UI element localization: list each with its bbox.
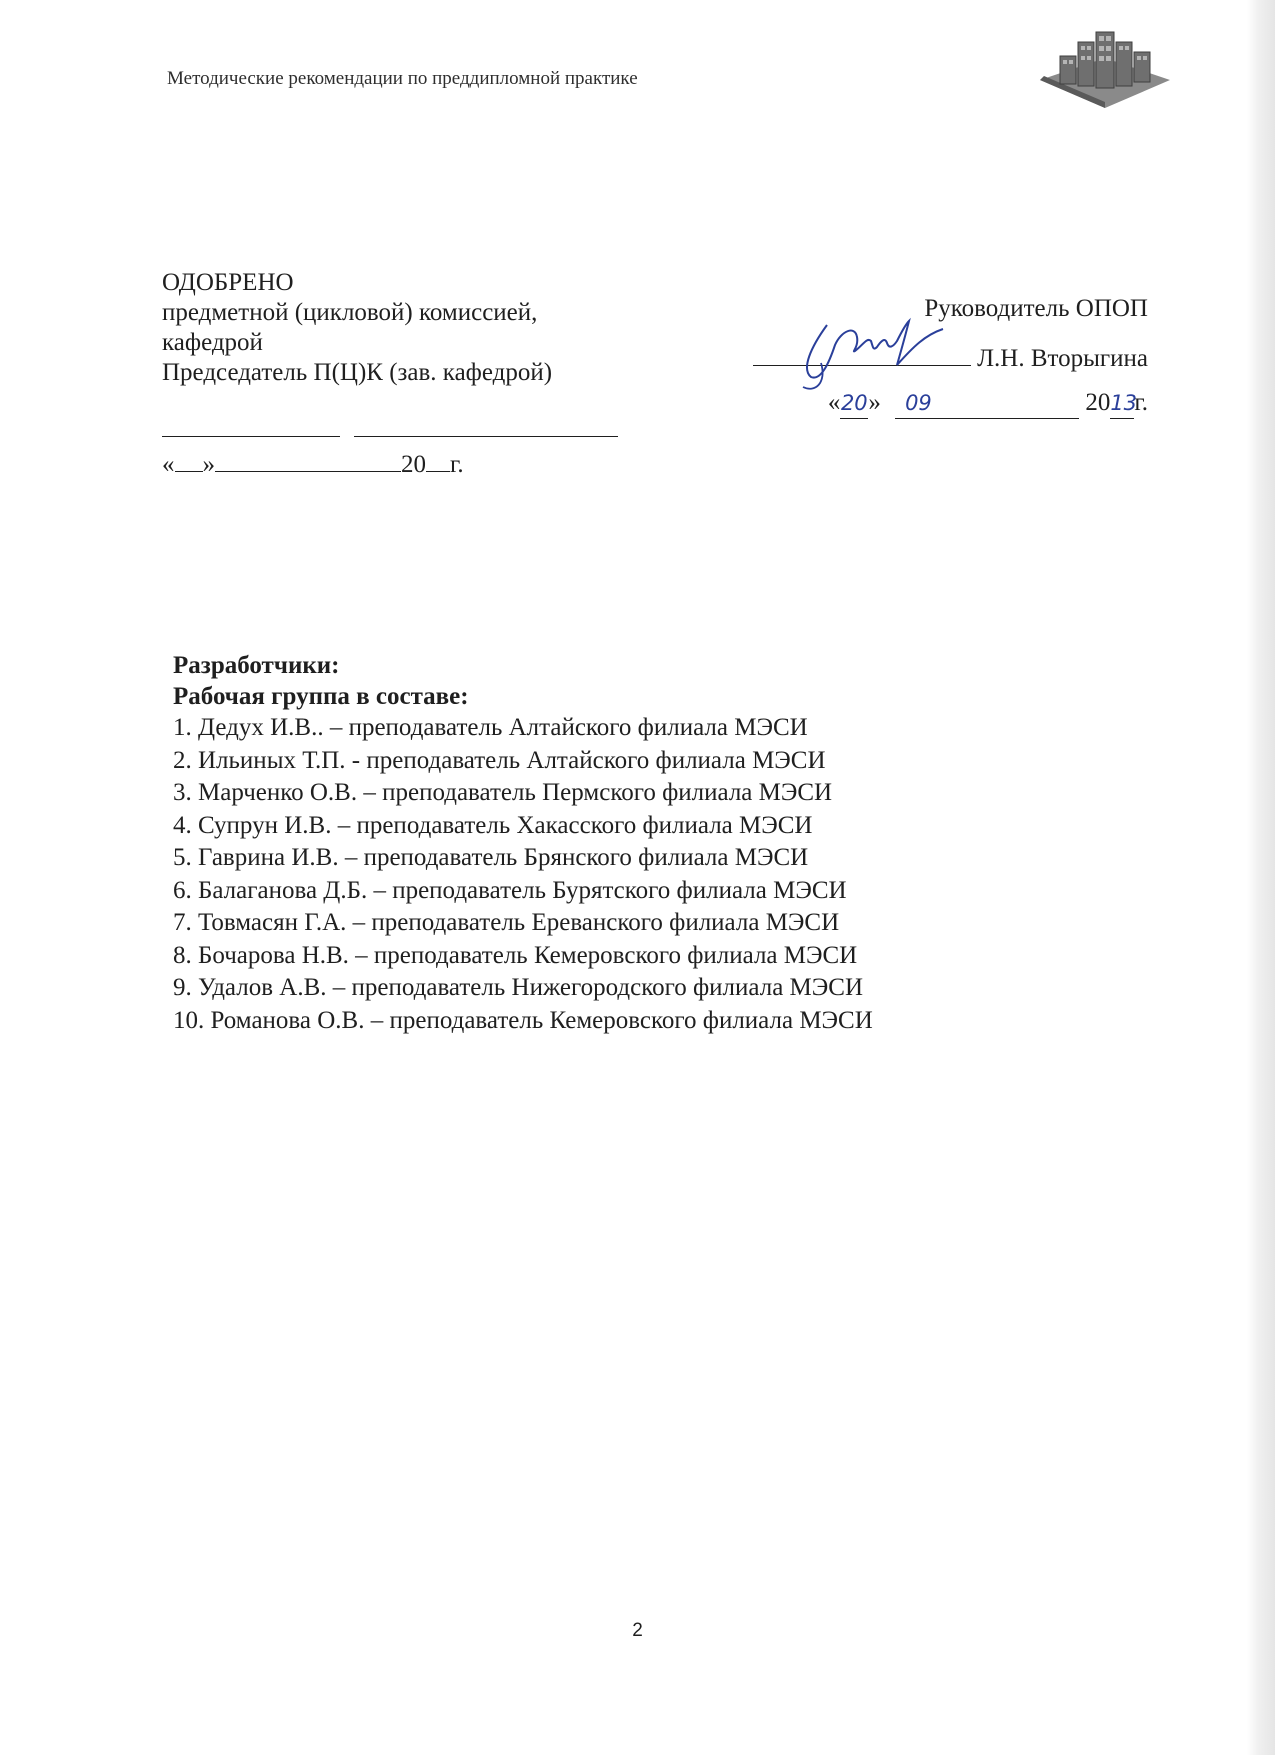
list-item: 6. Балаганова Д.Б. – преподаватель Бурятского филиала МЭСИ: [173, 876, 847, 904]
page-number: 2: [632, 1620, 643, 1641]
list-item: 1. Дедух И.В.. – преподаватель Алтайского филиала МЭСИ: [173, 714, 808, 741]
director-open-quote: «: [827, 389, 841, 416]
list-item: 4. Супрун И.В. – преподаватель Хакасского филиала МЭСИ: [173, 811, 813, 839]
list-item: 7. Товмасян Г.А. – преподаватель Ереванского филиала МЭСИ: [173, 909, 840, 936]
year-blank: [426, 445, 450, 472]
list-item: 9. Удалов А.В. – преподаватель Нижегородского филиала МЭСИ: [173, 974, 864, 1001]
handwritten-signature: [753, 335, 971, 366]
scan-edge-shadow: [1247, 0, 1275, 1755]
approval-year-suffix: г.: [450, 451, 464, 478]
director-date-row: [700, 388, 1148, 419]
director-month: 09: [895, 388, 1079, 419]
director-signature-row: [700, 335, 1148, 374]
director-day: 20: [840, 388, 868, 419]
approval-line-3: Председатель П(Ц)К (зав. кафедрой): [162, 359, 553, 386]
working-group-heading: Рабочая группа в составе:: [173, 683, 469, 710]
developers-list: [173, 712, 1073, 1037]
director-year-handwritten: 13: [1110, 388, 1134, 419]
approval-year-prefix: 20: [401, 451, 426, 478]
director-close-quote: »: [868, 389, 881, 416]
list-item: 10. Романова О.В. – преподаватель Кемеровского филиала МЭСИ: [173, 1006, 873, 1034]
director-year-suffix: г.: [1134, 389, 1148, 416]
approval-date-line: [162, 445, 682, 480]
month-blank: [215, 445, 401, 472]
signature-blank: [162, 410, 340, 437]
approval-line-2: кафедрой: [162, 329, 263, 356]
list-item: 2. Ильиных Т.П. - преподаватель Алтайского филиала МЭСИ: [173, 746, 826, 774]
program-director-title: Руководитель ОПОП: [924, 295, 1148, 322]
list-item: 5. Гаврина И.В. – преподаватель Брянского филиала МЭСИ: [173, 844, 809, 871]
approval-signature-line: [162, 410, 682, 445]
director-year-prefix: 20: [1085, 389, 1111, 416]
program-director-block: [700, 294, 1148, 419]
list-item: 3. Марченко О.В. – преподаватель Пермского филиала МЭСИ: [173, 779, 833, 806]
approval-block: [162, 268, 682, 480]
director-name: Л.Н. Вторыгина: [977, 345, 1148, 372]
list-item: 8. Бочарова Н.В. – преподаватель Кемеровского филиала МЭСИ: [173, 941, 858, 969]
approval-title: ОДОБРЕНО: [162, 269, 294, 296]
name-blank: [354, 410, 618, 437]
running-header: Методические рекомендации по преддипломной практике: [167, 68, 638, 89]
approval-open-quote: «: [162, 451, 175, 478]
developers-section: [173, 650, 1073, 1037]
approval-line-1: предметной (цикловой) комиссией,: [162, 299, 538, 326]
day-blank: [175, 445, 203, 472]
developers-heading: Разработчики:: [173, 652, 340, 679]
approval-close-quote: »: [202, 451, 215, 478]
building-cubes-logo-icon: [1030, 18, 1180, 110]
